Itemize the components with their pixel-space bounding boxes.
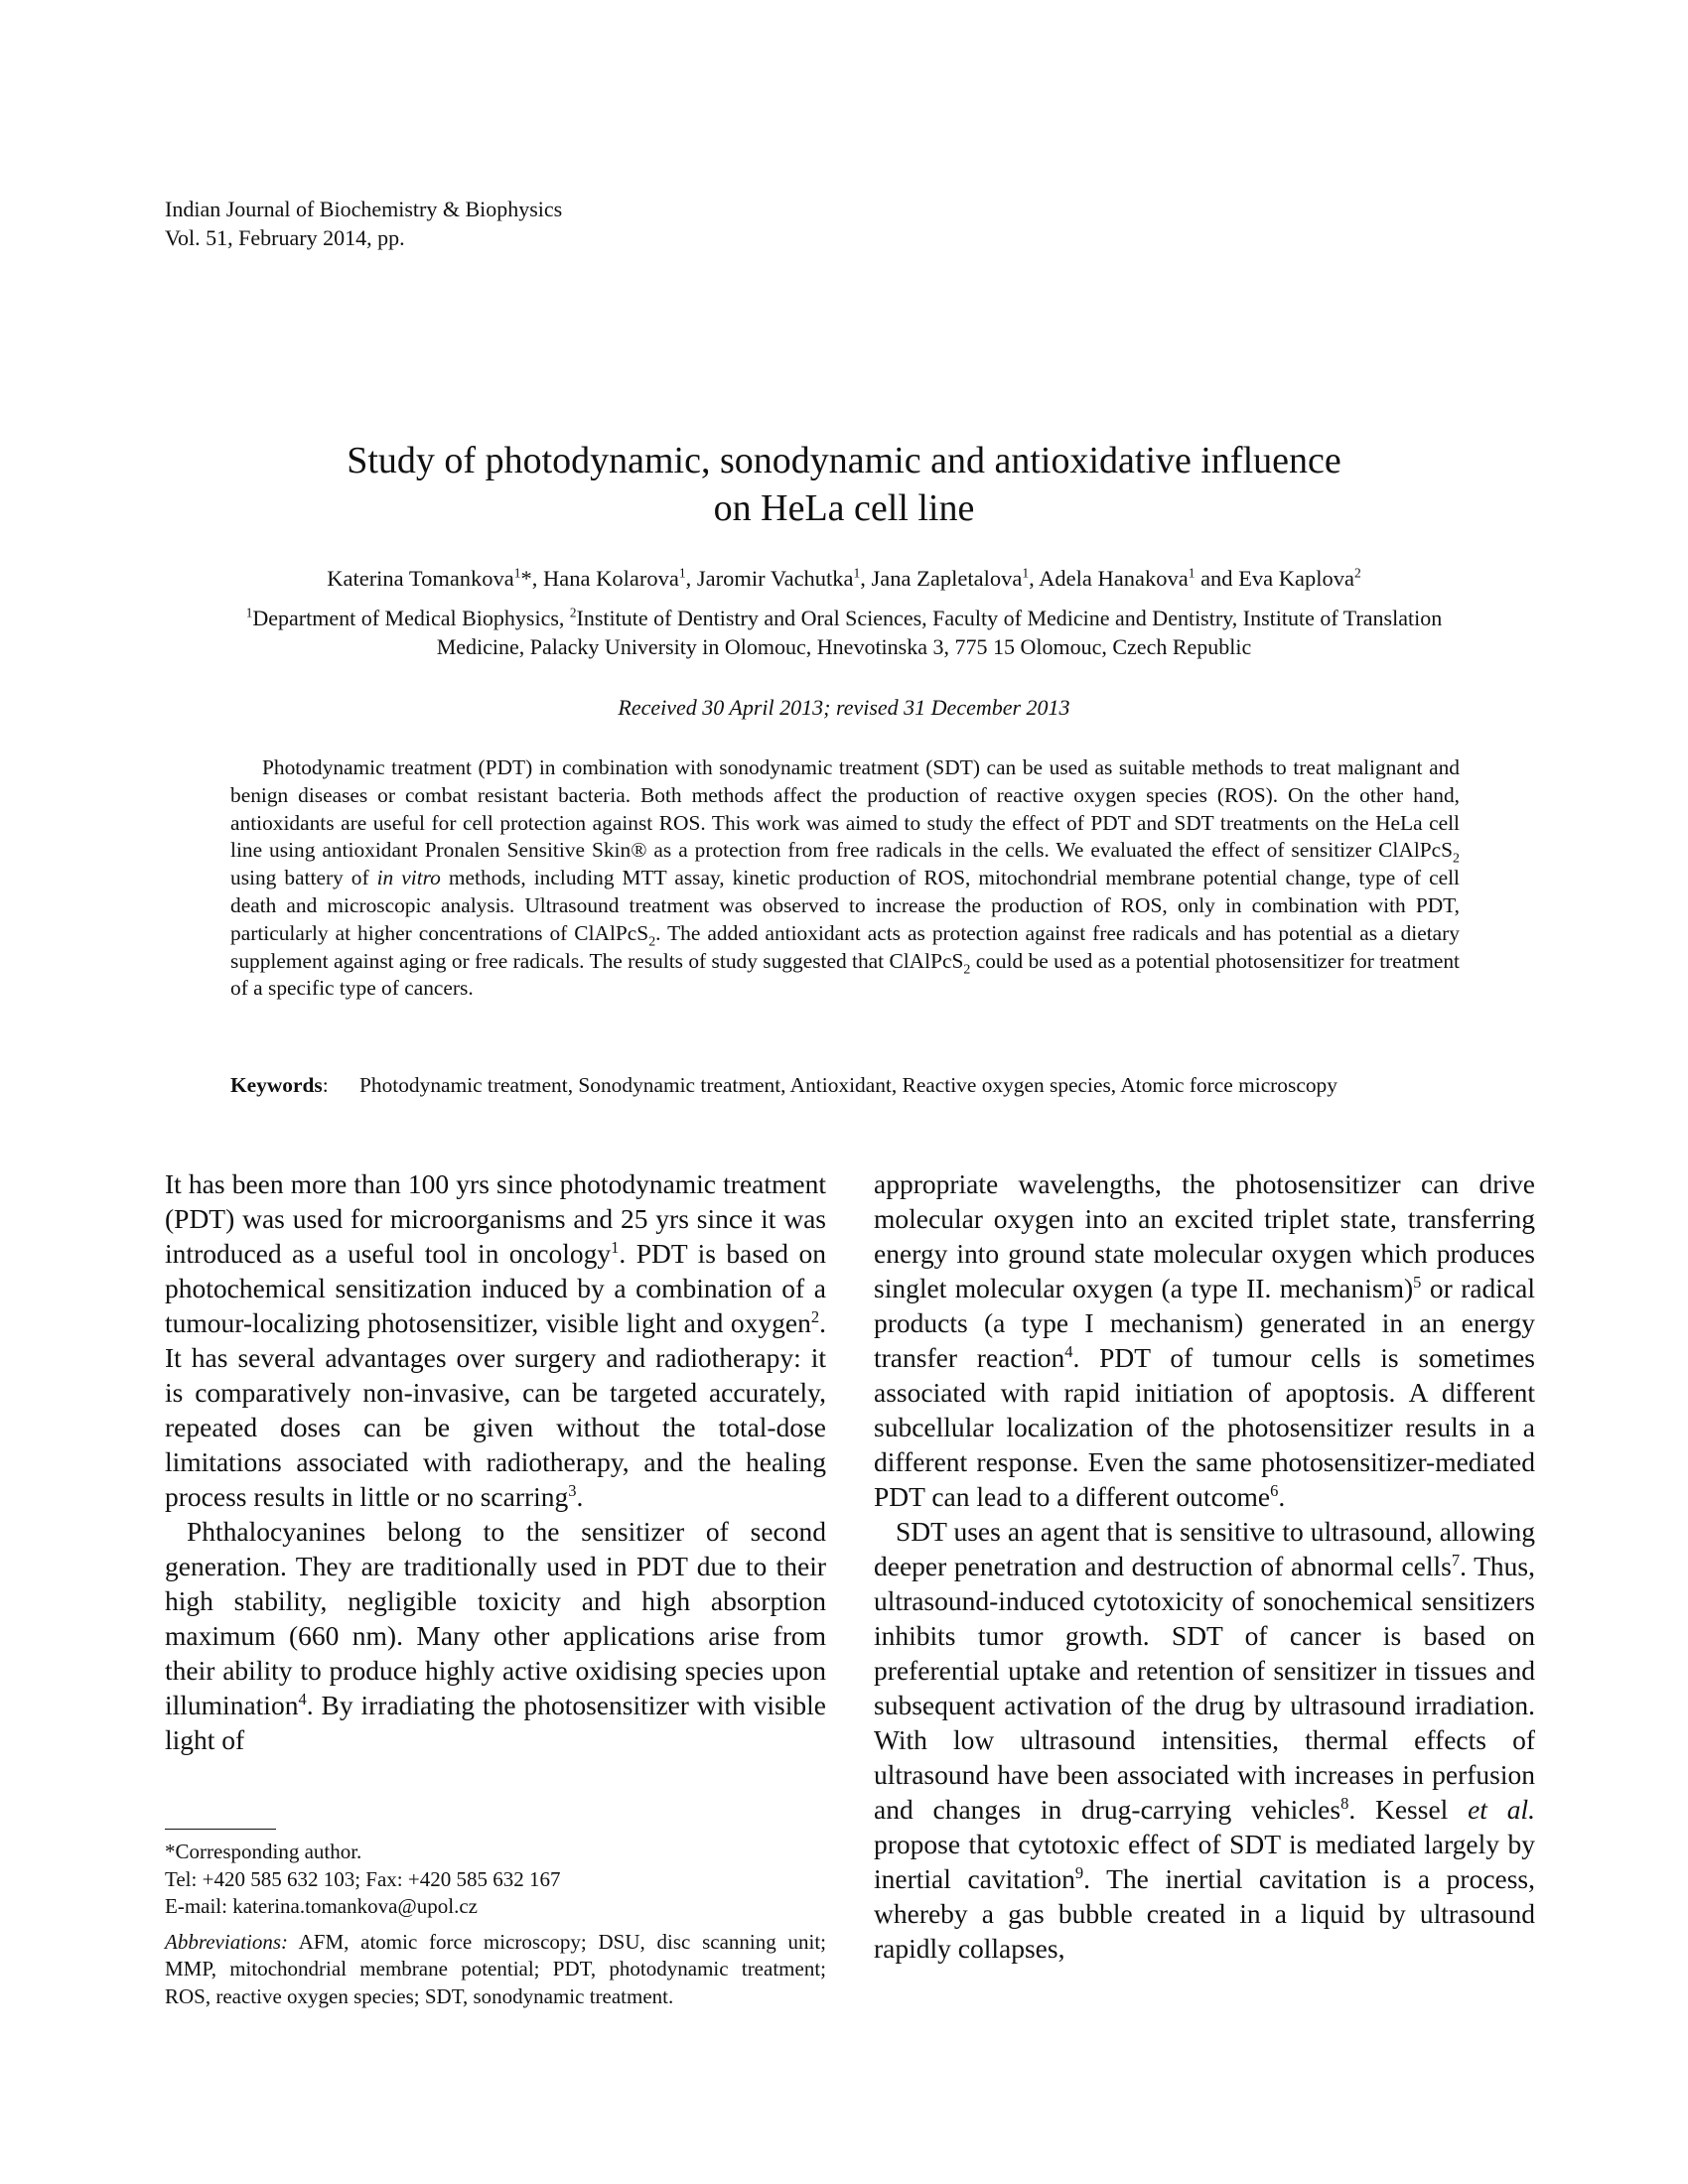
abstract-italic: in vitro <box>376 866 441 890</box>
affiliation-line-2: Medicine, Palacky University in Olomouc, Hnevotinska 3, 775 15 Olomouc, Czech Republic <box>436 634 1252 659</box>
body-italic: et al. <box>1468 1794 1535 1825</box>
abstract-text: using battery of <box>230 866 377 890</box>
citation-mark: 9 <box>1074 1862 1084 1882</box>
journal-issue: Vol. 51, February 2014, pp. <box>165 225 405 250</box>
body-text: propose that cytotoxic effect of SDT is mediated largely by inertial cavitation <box>874 1829 1535 1894</box>
body-text: . <box>1278 1481 1286 1512</box>
keywords <box>230 1072 1460 1100</box>
corresponding-mark: * <box>520 566 532 591</box>
body-column-right <box>874 1166 1535 1966</box>
received-dates: Received 30 April 2013; revised 31 December 2013 <box>618 695 1070 720</box>
body-text: . Kessel <box>1348 1794 1469 1825</box>
affiliation-mark: 1 <box>853 565 861 581</box>
body-text: SDT uses an agent that is sensitive to ultrasound, allowing deeper penetration and destruction of abnormal cells <box>874 1516 1535 1581</box>
keywords-colon: : <box>322 1073 329 1097</box>
contact-phone: Tel: +420 585 632 103; Fax: +420 585 632 167 <box>165 1866 561 1891</box>
abbreviations-text: AFM, atomic force microscopy; DSU, disc scanning unit; MMP, mitochondrial membrane potential; PDT, photodynamic treatment; ROS, reactive oxygen species; SDT, sonodynamic treatment. <box>165 1929 826 2008</box>
affiliation-mark: 2 <box>569 605 577 620</box>
citation-mark: 8 <box>1340 1793 1349 1813</box>
body-text: . PDT of tumour cells is sometimes associated with rapid initiation of apoptosis. A different subcellular localization of the photosensitizer results in a different response. Even the same photosensitizer-mediated PDT can lead to a different outcome <box>874 1342 1535 1512</box>
body-text: . <box>576 1481 584 1512</box>
paper-title <box>165 437 1523 532</box>
citation-mark: 1 <box>611 1237 620 1257</box>
body-paragraph <box>165 1166 826 1514</box>
body-text: appropriate wavelengths, the photosensitizer can drive molecular oxygen into an excited triplet state, transferring energy into ground state molecular oxygen which produces singlet molecular oxygen (a type II. mechanism) <box>874 1168 1535 1303</box>
abbreviations <box>165 1929 826 2011</box>
citation-mark: 4 <box>298 1689 307 1708</box>
affiliation-line-1 <box>165 604 1523 632</box>
abstract-text: Photodynamic treatment (PDT) in combination with sonodynamic treatment (SDT) can be used as suitable methods to treat malignant and benign diseases or combat resistant bacteria. Both methods affect the production of reactive oxygen species (ROS). On the other hand, antioxidants are useful for cell protection against ROS. This work was aimed to study the effect of PDT and SDT treatments on the HeLa cell line using antioxidant Pronalen Sensitive Skin® as a protection from free radicals in the cells. We evaluated the effect of sensitizer ClAlPcS <box>230 755 1460 863</box>
journal-name: Indian Journal of Biochemistry & Biophysics <box>165 197 563 221</box>
abstract-text: could be used as a potential photosensitizer for treatment of a specific type of cancers. <box>230 948 1460 1001</box>
author-name: Eva Kaplova <box>1238 566 1355 591</box>
body-column-left <box>165 1166 826 1757</box>
affiliation-mark: 1 <box>678 565 686 581</box>
affiliation-mark: 1 <box>1188 565 1196 581</box>
author-name: Katerina Tomankova <box>327 566 514 591</box>
body-paragraph <box>165 1514 826 1757</box>
corresponding-author: *Corresponding author. <box>165 1840 362 1863</box>
author-list: Katerina Tomankova$^1$*, Hana Kolarova$^1$, Jaromir Vachutka$^1$, Jana Zapletalova$^1$, Adela Hanakova$^1$ and Eva Kaplova$^2$ <box>327 565 1361 591</box>
citation-mark: 3 <box>568 1480 577 1500</box>
subscript: 2 <box>1453 851 1460 867</box>
affiliation-mark: 1 <box>245 605 253 620</box>
body-text: . PDT is based on photochemical sensitization induced by a combination of a tumour-localizing photosensitizer, visible light and oxygen <box>165 1238 826 1338</box>
body-text: . The inertial cavitation is a process, whereby a gas bubble created in a liquid by ultrasound rapidly collapses, <box>874 1863 1536 1964</box>
affiliations <box>165 604 1523 661</box>
body-text: It has been more than 100 yrs since photodynamic treatment (PDT) was used for microorganisms and 25 yrs since it was introduced as a useful tool in oncology <box>165 1168 826 1269</box>
contact-email: E-mail: katerina.tomankova@upol.cz <box>165 1894 478 1918</box>
affiliation-mark: 2 <box>1354 565 1361 581</box>
affiliation-dept-2: Institute of Dentistry and Oral Sciences, Faculty of Medicine and Dentistry, Institute of Translation <box>576 606 1443 630</box>
body-paragraph <box>874 1166 1535 1514</box>
abbreviations-label: Abbreviations: <box>165 1929 289 1954</box>
body-paragraph <box>874 1514 1535 1966</box>
keywords-text: Photodynamic treatment, Sonodynamic treatment, Antioxidant, Reactive oxygen species, Atomic force microscopy <box>359 1073 1337 1097</box>
author-conjunction: and <box>1200 566 1233 591</box>
abstract-text: . The added antioxidant acts as protection against free radicals and has potential as a dietary supplement against aging or free radicals. The results of study suggested that ClAlPcS <box>230 920 1460 973</box>
affiliation-mark: 1 <box>1022 565 1030 581</box>
citation-mark: 2 <box>810 1306 820 1326</box>
citation-mark: 6 <box>1270 1480 1279 1500</box>
title-line-2: on HeLa cell line <box>713 487 975 529</box>
body-text: . By irradiating the photosensitizer with visible light of <box>165 1690 826 1755</box>
subscript: 2 <box>963 961 971 977</box>
subscript: 2 <box>648 934 656 950</box>
citation-mark: 7 <box>1451 1550 1461 1570</box>
keywords-label <box>230 1072 342 1100</box>
title-line-1: Study of photodynamic, sonodynamic and antioxidative influence <box>347 440 1341 481</box>
affiliation-mark: 1 <box>513 565 521 581</box>
author-name: Jaromir Vachutka <box>696 566 854 591</box>
author-name: Jana Zapletalova <box>871 566 1023 591</box>
citation-mark: 4 <box>1064 1341 1073 1361</box>
abstract-text: methods, including MTT assay, kinetic production of ROS, mitochondrial membrane potential change, type of cell death and microscopic analysis. Ultrasound treatment was observed to increase the production of ROS, only in combination with PDT, particularly at higher concentrations of ClAlPcS <box>230 866 1460 945</box>
journal-header <box>165 195 562 252</box>
citation-mark: 5 <box>1413 1272 1422 1292</box>
keywords-label-text: Keywords <box>230 1073 323 1097</box>
body-text: . Thus, ultrasound-induced cytotoxicity of sonochemical sensitizers inhibits tumor growth. SDT of cancer is based on preferential uptake and retention of sensitizer in tissues and subsequent activation of the drug by ultrasound irradiation. With low ultrasound intensities, thermal effects of ultrasound have been associated with increases in perfusion and changes in drug-carrying vehicles <box>874 1551 1535 1825</box>
author-name: Hana Kolarova <box>543 566 679 591</box>
body-text: Phthalocyanines belong to the sensitizer of second generation. They are traditionally used in PDT due to their high stability, negligible toxicity and high absorption maximum (660 nm). Many other applications arise from their ability to produce highly active oxidising species upon illumination <box>165 1516 826 1720</box>
author-name: Adela Hanakova <box>1039 566 1189 591</box>
body-text: or radical products (a type I mechanism) generated in an energy transfer reaction <box>874 1273 1535 1373</box>
footnote-rule <box>165 1829 276 1830</box>
abstract <box>230 754 1460 1003</box>
body-text: . It has several advantages over surgery and radiotherapy: it is comparatively non-invasive, can be targeted accurately, repeated doses can be given without the total-dose limitations associated with radiotherapy, and the healing process results in little or no scarring <box>165 1307 826 1512</box>
footnote <box>165 1839 826 2010</box>
affiliation-dept-1: Department of Medical Biophysics, <box>252 606 565 630</box>
